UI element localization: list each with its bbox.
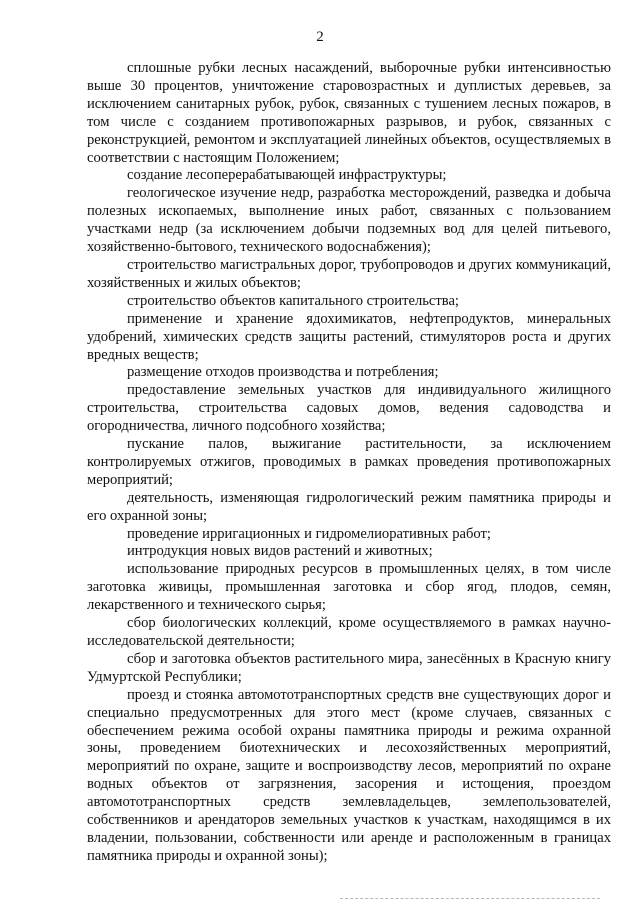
document-body — [87, 60, 611, 866]
paragraph-irrigation: проведение ирригационных и гидромелиоративных работ; — [127, 525, 491, 542]
page-number: 2 — [316, 29, 324, 45]
paragraph-burning: пускание палов, выжигание растительности, за исключением контролируемых отжигов, проводимых в рамках проведения противопожарных мероприятий; — [87, 436, 611, 488]
paragraph-industrial-resources: использование природных ресурсов в промышленных целях, в том числе заготовка живицы, промышленная заготовка и сбор ягод, плодов, семян, лекарственного и технического сырья; — [87, 561, 611, 614]
paragraph-land-allocation: предоставление земельных участков для индивидуального жилищного строительства, строительства садовых домов, ведения садоводства и огородничества, личного подсобного хозяйства; — [87, 382, 611, 435]
paragraph-capital-construction: строительство объектов капитального строительства; — [127, 292, 459, 309]
paragraph-clear-cutting: сплошные рубки лесных насаждений, выборочные рубки интенсивностью выше 30 процентов, уничтожение старовозрастных и дуплистых деревьев, за исключением санитарных рубок, рубок, связанных с тушением лесных пожаров, в том числе с созданием противопожарных разрывов, и рубок, связанных с реконструкцией, ремонтом и эксплуатацией линейных объектов, осуществляемых в соответствии с настоящим Положением; — [87, 60, 611, 166]
paragraph-geological-survey: геологическое изучение недр, разработка месторождений, разведка и добыча полезных ископаемых, выполнение иных работ, связанных с пользованием участками недр (за исключением добычи подземных вод для целей питьевого, хозяйственно-бытового, технического водоснабжения); — [87, 185, 611, 256]
paragraph-road-construction: строительство магистральных дорог, трубопроводов и других коммуникаций, хозяйственных и жилых объектов; — [87, 256, 611, 291]
paragraph-chemicals: применение и хранение ядохимикатов, нефтепродуктов, минеральных удобрений, химических средств защиты растений, стимуляторов роста и других вредных веществ; — [87, 310, 611, 363]
paragraph-biological-collections: сбор биологических коллекций, кроме осуществляемого в рамках научно-исследовательской деятельности; — [87, 615, 611, 649]
paragraph-timber-processing: создание лесоперерабатывающей инфраструктуры; — [127, 167, 447, 184]
paragraph-vehicles: проезд и стоянка автомототранспортных средств вне существующих дорог и специально предусмотренных для этого мест (кроме случаев, связанных с обеспечением режима особой охраны памятника природы и режима охранной зоны, проведением биотехнических и лесохозяйственных мероприятий, мероприятий по охране, защите и воспроизводству лесов, мероприятий по охране водных объектов от загрязнения, засорения и истощения, проездом автомототранспортных средств землевладельцев, землепользователей, собственников и арендаторов земельных участков к участкам, находящимся в их владении, пользовании, собственности или аренде и расположенным в границах памятника природы и охранной зоны); — [87, 686, 611, 864]
paragraph-hydrological-regime: деятельность, изменяющая гидрологический режим памятника природы и его охранной зоны; — [87, 489, 611, 524]
paragraph-red-book: сбор и заготовка объектов растительного мира, занесённых в Красную книгу Удмуртской Республики; — [87, 650, 611, 685]
scan-edge-line — [340, 898, 600, 901]
paragraph-introduction-species: интродукция новых видов растений и животных; — [127, 543, 433, 560]
paragraph-waste-disposal: размещение отходов производства и потребления; — [127, 364, 439, 381]
